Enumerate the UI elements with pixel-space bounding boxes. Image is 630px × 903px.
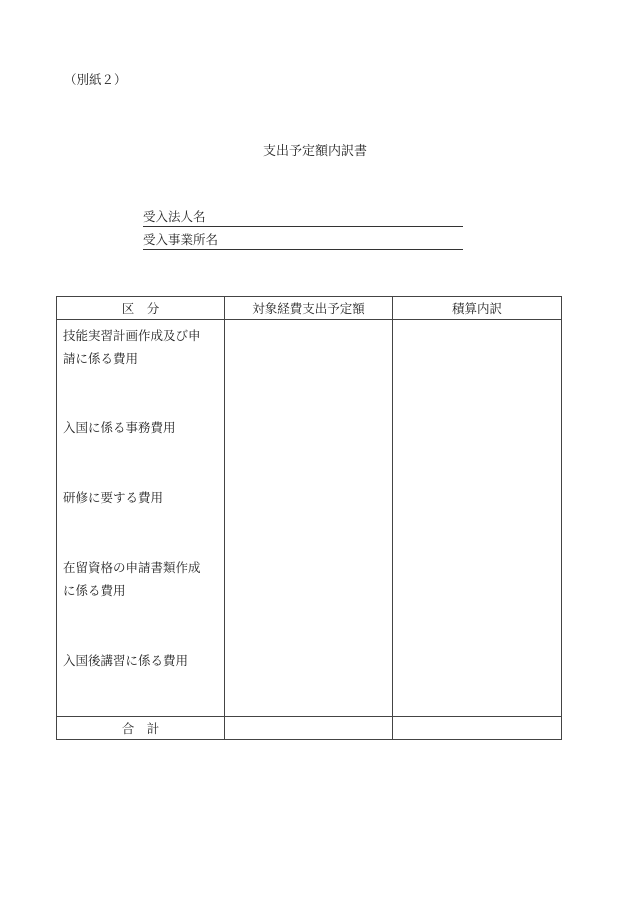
- category-line: 在留資格の申請書類作成: [63, 560, 201, 575]
- total-label: 合 計: [57, 717, 225, 740]
- category-item-post-entry-lecture: [63, 649, 220, 672]
- total-expenditure-cell[interactable]: [225, 717, 393, 740]
- planned-expenditure-cell[interactable]: [225, 320, 393, 717]
- header-category: 区 分: [57, 297, 225, 320]
- category-item-residence-status: [63, 556, 220, 602]
- table-total-row: [57, 717, 562, 740]
- category-line: 請に係る費用: [63, 351, 139, 366]
- header-planned-expenditure: 対象経費支出予定額: [225, 297, 393, 320]
- category-line: 技能実習計画作成及び申: [63, 328, 201, 343]
- receiving-corporation-name-field[interactable]: [143, 208, 463, 227]
- table-body-row: [57, 320, 562, 717]
- category-line: に係る費用: [63, 583, 126, 598]
- table-header-row: [57, 297, 562, 320]
- category-item-training: [63, 486, 220, 509]
- budget-breakdown-table: [56, 296, 562, 740]
- receiving-corporation-name-label: 受入法人名: [143, 209, 206, 224]
- category-line: 研修に要する費用: [63, 490, 164, 505]
- category-line: 入国後講習に係る費用: [63, 653, 189, 668]
- total-breakdown-cell[interactable]: [393, 717, 562, 740]
- header-calculation-breakdown: 積算内訳: [393, 297, 562, 320]
- category-item-entry-admin: [63, 416, 220, 439]
- receiving-office-name-label: 受入事業所名: [143, 232, 219, 247]
- category-cell: [57, 320, 225, 717]
- category-line: 入国に係る事務費用: [63, 420, 176, 435]
- receiving-office-name-field[interactable]: [143, 231, 463, 250]
- category-item-training-plan: [63, 324, 220, 370]
- annex-label: （別紙２）: [64, 72, 127, 87]
- document-title: 支出予定額内訳書: [262, 144, 367, 159]
- calculation-breakdown-cell[interactable]: [393, 320, 562, 717]
